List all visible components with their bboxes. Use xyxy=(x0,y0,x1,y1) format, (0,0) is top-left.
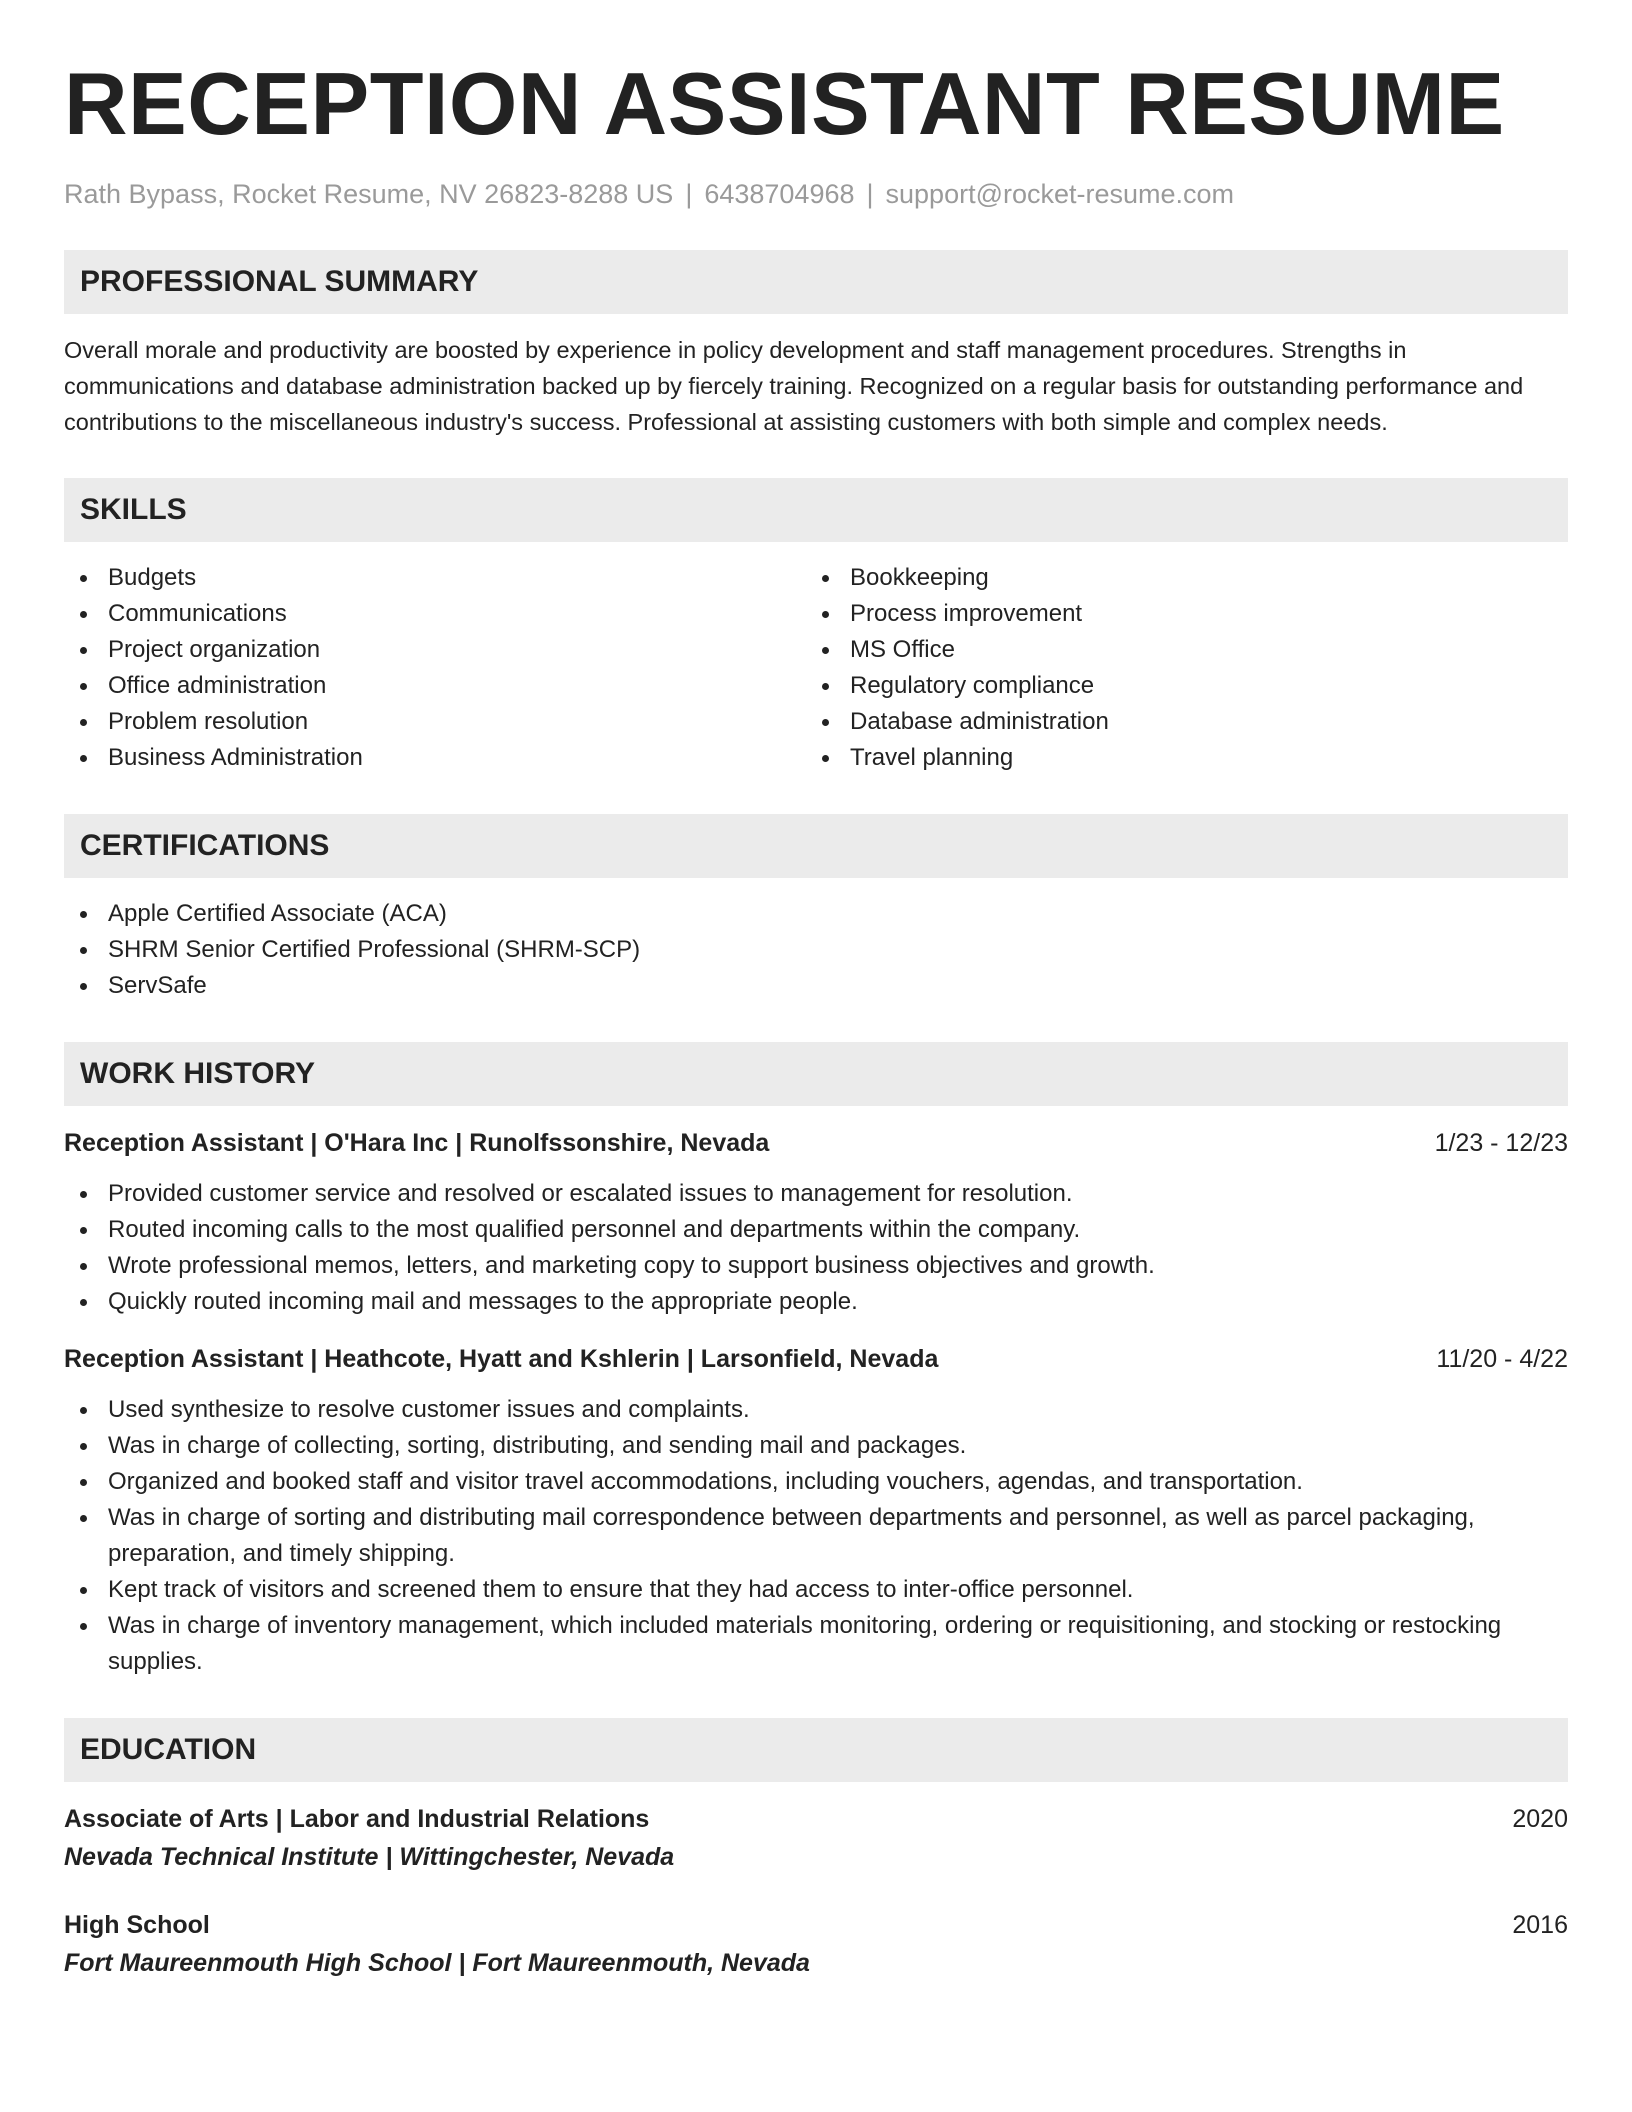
job-duties-list xyxy=(64,1176,1568,1320)
skill-item: Regulatory compliance xyxy=(806,668,1548,704)
skill-item: Travel planning xyxy=(806,740,1548,776)
certification-item: ServSafe xyxy=(64,968,1568,1004)
summary-text: Overall morale and productivity are boosted by experience in policy development and staff management procedures. Strengths in communications and database administration backed up by fiercely training. Recognized on a regular basis for outstanding performance and contributions to the miscellaneous industry's success. Professional at assisting customers with both simple and complex needs. xyxy=(64,337,1524,435)
job-duty: Quickly routed incoming mail and messages to the appropriate people. xyxy=(64,1284,1568,1320)
job-duty: Organized and booked staff and visitor travel accommodations, including vouchers, agendas, and transportation. xyxy=(64,1464,1568,1500)
job-duty: Was in charge of sorting and distributing mail correspondence between departments and personnel, as well as parcel packaging, preparation, and timely shipping. xyxy=(64,1500,1568,1572)
education-degree: High School xyxy=(64,1911,210,1939)
skills-right-list xyxy=(806,560,1548,776)
job-duty: Used synthesize to resolve customer issues and complaints. xyxy=(64,1392,1568,1428)
job-duty: Routed incoming calls to the most qualified personnel and departments within the company. xyxy=(64,1212,1568,1248)
education-school: Fort Maureenmouth High School | Fort Maureenmouth, Nevada xyxy=(64,1949,810,1977)
certifications-list xyxy=(64,896,1568,1004)
education-school: Nevada Technical Institute | Wittingchester, Nevada xyxy=(64,1843,675,1871)
contact-email: support@rocket-resume.com xyxy=(885,179,1235,209)
skill-item: Process improvement xyxy=(806,596,1548,632)
job-dates: 11/20 - 4/22 xyxy=(1436,1345,1568,1373)
section-heading-certifications: CERTIFICATIONS xyxy=(64,814,1568,878)
skills-grid xyxy=(64,560,1568,776)
certification-item: Apple Certified Associate (ACA) xyxy=(64,896,1568,932)
education-entry xyxy=(64,1800,1568,1876)
job-duty: Kept track of visitors and screened them to ensure that they had access to inter-office personnel. xyxy=(64,1572,1568,1608)
job-header xyxy=(64,1340,1568,1378)
skills-left-list xyxy=(64,560,806,776)
job-entry xyxy=(64,1340,1568,1680)
skill-item: Communications xyxy=(64,596,806,632)
job-duty: Was in charge of collecting, sorting, distributing, and sending mail and packages. xyxy=(64,1428,1568,1464)
job-entry xyxy=(64,1124,1568,1320)
section-heading-education: EDUCATION xyxy=(64,1718,1568,1782)
skill-item: MS Office xyxy=(806,632,1548,668)
job-duties-list xyxy=(64,1392,1568,1680)
section-heading-skills: SKILLS xyxy=(64,478,1568,542)
skill-item: Problem resolution xyxy=(64,704,806,740)
job-duty: Wrote professional memos, letters, and marketing copy to support business objectives and growth. xyxy=(64,1248,1568,1284)
skill-item: Bookkeeping xyxy=(806,560,1548,596)
contact-address: Rath Bypass, Rocket Resume, NV 26823-8288 US xyxy=(64,179,674,209)
job-duty: Was in charge of inventory management, which included materials monitoring, ordering or requisitioning, and stocking or restocking supplies. xyxy=(64,1608,1568,1680)
certification-item: SHRM Senior Certified Professional (SHRM-SCP) xyxy=(64,932,1568,968)
section-heading-summary: PROFESSIONAL SUMMARY xyxy=(64,250,1568,314)
skill-item: Database administration xyxy=(806,704,1548,740)
education-year: 2020 xyxy=(1512,1805,1568,1833)
contact-line xyxy=(64,176,1568,212)
section-heading-work-history: WORK HISTORY xyxy=(64,1042,1568,1106)
skill-item: Office administration xyxy=(64,668,806,704)
job-dates: 1/23 - 12/23 xyxy=(1434,1129,1568,1157)
contact-separator: | xyxy=(685,179,693,209)
job-title: Reception Assistant | O'Hara Inc | Runolfssonshire, Nevada xyxy=(64,1129,770,1157)
education-header xyxy=(64,1800,1568,1838)
education-header xyxy=(64,1906,1568,1944)
skill-item: Project organization xyxy=(64,632,806,668)
job-header xyxy=(64,1124,1568,1162)
contact-phone: 6438704968 xyxy=(704,179,855,209)
resume-title: RECEPTION ASSISTANT RESUME xyxy=(64,54,1505,153)
skill-item: Budgets xyxy=(64,560,806,596)
job-duty: Provided customer service and resolved or escalated issues to management for resolution. xyxy=(64,1176,1568,1212)
contact-separator: | xyxy=(866,179,874,209)
skill-item: Business Administration xyxy=(64,740,806,776)
job-title: Reception Assistant | Heathcote, Hyatt and Kshlerin | Larsonfield, Nevada xyxy=(64,1345,939,1373)
education-year: 2016 xyxy=(1512,1911,1568,1939)
education-degree: Associate of Arts | Labor and Industrial Relations xyxy=(64,1805,650,1833)
education-entry xyxy=(64,1906,1568,1982)
